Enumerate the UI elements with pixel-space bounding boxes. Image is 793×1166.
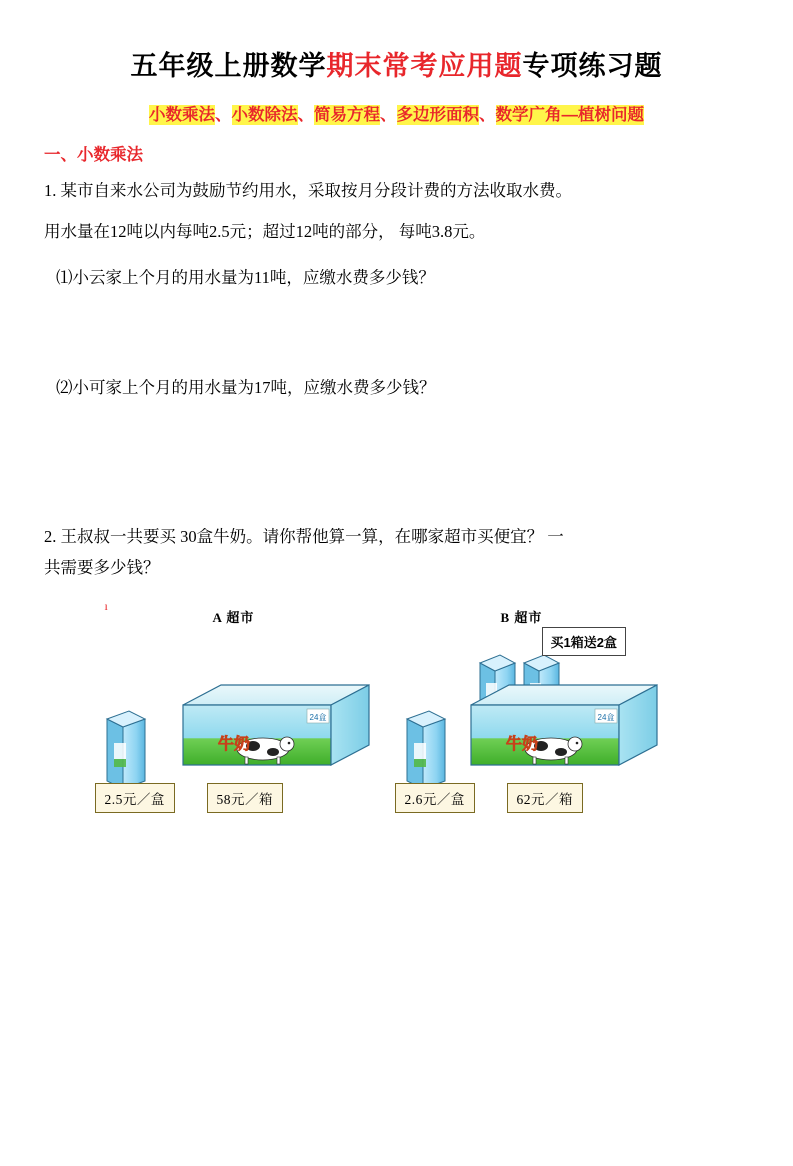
topic-separator-4: 、 <box>479 106 496 124</box>
title-segment-3: 专项练习题 <box>522 51 663 81</box>
svg-text:24盒: 24盒 <box>597 713 614 722</box>
store-b-single-carton <box>407 711 445 789</box>
page-title <box>0 44 793 83</box>
question-1-part-2: ⑵小可家上个月的用水量为17吨，应缴水费多少钱？ <box>56 378 436 397</box>
svg-text:牛奶: 牛奶 <box>217 736 250 753</box>
topic-decimal-multiplication: 小数乘法 <box>149 106 215 124</box>
topic-polygon-area: 多边形面积 <box>396 106 479 124</box>
answer-space-2 <box>0 403 793 521</box>
question-2-text-line-2: 共需要多少钱？ <box>44 558 160 577</box>
topics-subtitle <box>0 101 793 125</box>
store-a-single-carton <box>107 711 145 789</box>
store-a-case <box>183 685 369 765</box>
title-segment-1: 五年级上册数学 <box>130 51 327 81</box>
store-a-label: A 超市 <box>212 610 255 625</box>
red-tick-mark: ı <box>104 599 108 613</box>
price-tag-a-box: 2.5元／盒 <box>95 783 175 813</box>
topic-decimal-division: 小数除法 <box>231 106 298 124</box>
question-1-text-line-1: 1. 某市自来水公司为鼓励节约用水，采取按月分段计费的方法收取水费。 <box>44 181 572 200</box>
milk-price-illustration <box>87 597 707 837</box>
store-b-label: B 超市 <box>500 610 543 625</box>
svg-text:24盒: 24盒 <box>309 713 326 722</box>
topic-separator-2: 、 <box>297 106 314 124</box>
price-tag-b-box: 2.6元／盒 <box>395 783 475 813</box>
section-heading-decimal-multiplication: 一、小数乘法 <box>44 146 143 164</box>
question-1-text-line-2: 用水量在12吨以内每吨2.5元；超过12吨的部分， 每吨3.8元。 <box>44 222 486 241</box>
title-segment-2: 期末常考应用题 <box>326 51 523 81</box>
svg-text:牛奶: 牛奶 <box>505 736 538 753</box>
question-2-text-line-1: 2. 王叔叔一共要买 30盒牛奶。请你帮他算一算，在哪家超市买便宜？ 一 <box>44 527 564 546</box>
price-tag-b-case: 62元／箱 <box>507 783 584 813</box>
promo-badge: 买1箱送2盒 <box>542 627 626 656</box>
topic-separator-3: 、 <box>380 106 397 124</box>
topic-simple-equations: 简易方程 <box>314 106 380 124</box>
question-1-part-1: ⑴小云家上个月的用水量为11吨，应缴水费多少钱？ <box>56 268 435 287</box>
price-tag-a-case: 58元／箱 <box>207 783 284 813</box>
answer-space-1 <box>0 293 793 357</box>
topic-tree-planting: 数学广角—植树问题 <box>495 106 644 124</box>
worksheet-page <box>0 44 793 1166</box>
topic-separator-1: 、 <box>215 106 232 124</box>
store-b-case <box>471 685 657 765</box>
